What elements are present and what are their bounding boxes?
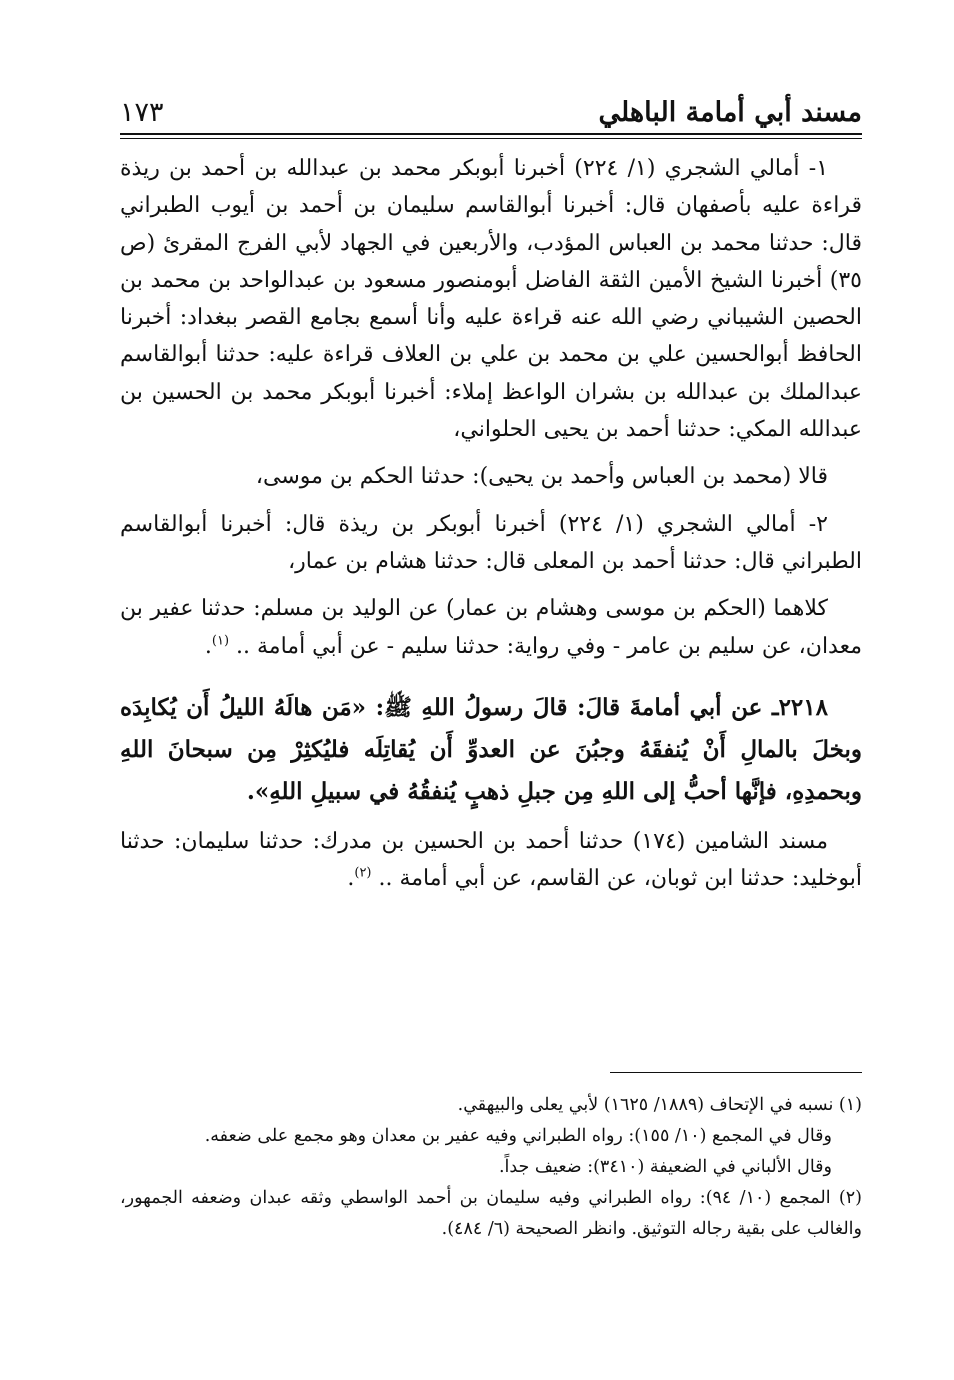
- chain-paragraph-3: [120, 506, 862, 581]
- source-text: مسند الشامين (١٧٤) حدثنا أحمد بن الحسين بن مدرك: حدثنا سليمان: حدثنا أبوخليد: حدثنا ابن ثوبان، عن القاسم، عن أبي أمامة ..: [120, 828, 862, 892]
- footnote-1: (١) نسبه في الإتحاف (١٨٨٩/ ١٦٢٥) لأبي يعلى والبيهقي.: [457, 1095, 862, 1115]
- footnote-1-line-2: وقال في المجمع (١٠/ ١٥٥): رواه الطبراني وفيه عفير بن معدان وهو مجمع على ضعفه.: [204, 1126, 832, 1146]
- book-title: مسند أبي أمامة الباهلي: [598, 97, 862, 128]
- chain-text-1: ١- أمالي الشجري (١/ ٢٢٤) أخبرنا أبوبكر محمد بن عبدالله بن أحمد بن ريذة قراءة عليه بأصفهان قال: أخبرنا أبوالقاسم سليمان بن أحمد بن أيوب الطبراني قال: حدثنا محمد بن العباس المؤدب، والأربعين في الجهاد لأبي الفرج المقرئ (ص ٣٥) أخبرنا الشيخ الأمين الثقة الفاضل أبومنصور مسعود بن عبدالواحد بن محمد بن الحصين الشيباني رضي الله عنه قراءة عليه وأنا أسمع بجامع القصر ببغداد: أخبرنا الحافظ أبوالحسين علي بن محمد بن علي بن العلاف قراءة عليه: حدثنا أبوالقاسم عبدالملك بن عبدالله بن بشران الواعظ إملاء: أخبرنا أبوبكر محمد بن الحسين بن عبدالله المكي: حدثنا أحمد بن يحيى الحلواني،: [120, 156, 862, 443]
- header-rule: [120, 133, 862, 139]
- hadith-text: [120, 687, 862, 813]
- footnote-1-line-3: وقال الألباني في الضعيفة (٣٤١٠): ضعيف جداً.: [498, 1157, 832, 1177]
- chain-text-2: قالا (محمد بن العباس وأحمد بن يحيى): حدثنا الحكم بن موسى،: [255, 464, 828, 490]
- main-text: [120, 150, 862, 897]
- running-header: [120, 80, 862, 132]
- hadith-body: ٢٢١٨ـ عن أبي أمامةَ قالَ: قالَ رسولُ اللهِ ﷺ: «مَن هالَهُ الليلُ أَن يُكابِدَه وبخلَ بالمالِ أَنْ يُنفقَهُ وجبُنَ عن العدوِّ أَن يُقاتِلَه فليُكثِرْ مِن سبحانَ اللهِ وبحمدِهِ، فإنَّها أحبُّ إلى اللهِ مِن جبلِ ذهبٍ يُنفقُهُ في سبيلِ اللهِ».: [120, 693, 862, 805]
- chain-paragraph-4: كلاهما (الحكم بن موسى وهشام بن عمار) عن الوليد بن مسلم: حدثنا عفير بن معدان، عن سليم بن عامر - وفي رواية: حدثنا سليم - عن أبي أمامة .. $^{(١)}$.: [120, 596, 862, 659]
- source-paragraph: مسند الشامين (١٧٤) حدثنا أحمد بن الحسين بن مدرك: حدثنا سليمان: حدثنا أبوخليد: حدثنا ابن ثوبان، عن القاسم، عن أبي أمامة .. $^{(٢)}$.: [120, 828, 862, 892]
- chain-paragraph-2: [120, 458, 862, 495]
- footnote-2: (٢) المجمع (١٠/ ٩٤): رواه الطبراني وفيه سليمان بن أحمد الواسطي وثقه عبدان وضعفه الجمهور، والغالب على بقية رجاله التوثيق. وانظر الصحيحة (٦/ ٤٨٤).: [120, 1188, 862, 1239]
- chain-text-3: ٢- أمالي الشجري (١/ ٢٢٤) أخبرنا أبوبكر بن ريذة قال: أخبرنا أبوالقاسم الطبراني قال: حدثنا أحمد بن المعلى قال: حدثنا هشام بن عمار،: [120, 511, 862, 574]
- page-number: ١٧٣: [120, 97, 164, 128]
- footnotes: [120, 1090, 862, 1245]
- footnote-marker-1: (١): [211, 633, 230, 649]
- footnote-marker-2: (٢): [354, 865, 372, 881]
- chain-paragraph-1: [120, 150, 862, 448]
- footnote-rule: [610, 1072, 862, 1073]
- chain-text-4: كلاهما (الحكم بن موسى وهشام بن عمار) عن الوليد بن مسلم: حدثنا عفير بن معدان، عن سليم بن عامر - وفي رواية: حدثنا سليم - عن أبي أمامة ..: [120, 596, 862, 659]
